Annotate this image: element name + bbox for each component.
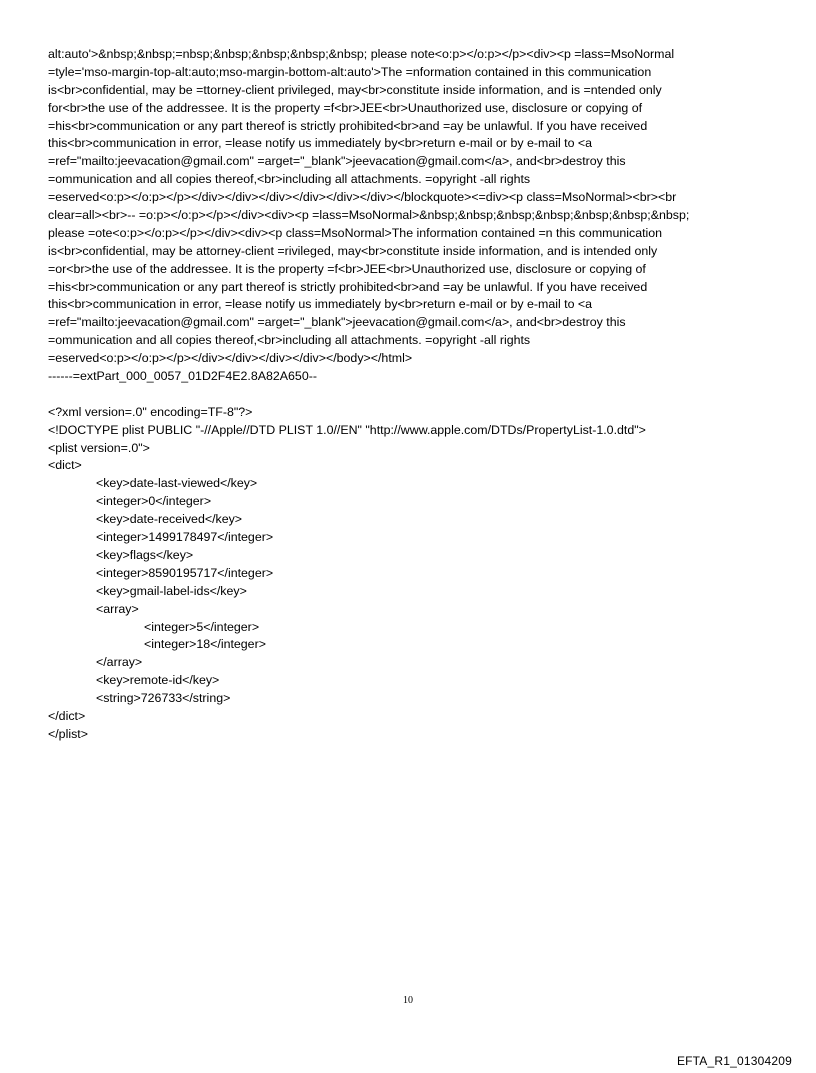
dict-close-tag: </dict>: [48, 708, 86, 723]
text-line: is<br>confidential, may be attorney-client =rivileged, may<br>constitute inside information, and is intended only: [48, 243, 658, 258]
plist-key-date-last-viewed: <key>date-last-viewed</key>: [96, 476, 258, 491]
text-line: =tyle='mso-margin-top-alt:auto;mso-margin-bottom-alt:auto'>The =nformation contained in this communication: [48, 64, 652, 79]
text-line: =ommunication and all copies thereof,<br>including all attachments. =opyright -all rights: [48, 172, 531, 187]
dict-open-tag: <dict>: [48, 458, 82, 473]
mime-boundary-line: ------=extPart_000_0057_01D2F4E2.8A82A650--: [48, 369, 317, 384]
xml-declaration: <?xml version=.0" encoding=TF-8"?>: [48, 404, 253, 419]
text-line: =his<br>communication or any part thereof is strictly prohibited<br>and =ay be unlawful. If you have received: [48, 118, 648, 133]
plist-block: [48, 404, 783, 744]
text-line: is<br>confidential, may be =ttorney-client privileged, may<br>constitute inside information, and is =ntended only: [48, 82, 662, 97]
text-line: =eserved<o:p></o:p></p></div></div></div></div></body></html>: [48, 351, 413, 366]
text-line: =his<br>communication or any part thereof is strictly prohibited<br>and =ay be unlawful. If you have received: [48, 279, 648, 294]
text-line: this<br>communication in error, =lease notify us immediately by<br>return e-mail or by e-mail to <a: [48, 136, 593, 151]
text-line: alt:auto'>&nbsp;&nbsp;=nbsp;&nbsp;&nbsp;&nbsp;&nbsp; please note<o:p></o:p></p><div><p =lass=MsoNormal: [48, 47, 675, 61]
blank-line: [48, 386, 783, 404]
array-item: <integer>5</integer>: [144, 619, 260, 634]
plist-key-gmail-label-ids: <key>gmail-label-ids</key>: [96, 583, 247, 598]
array-open-tag: <array>: [96, 601, 139, 616]
bates-number: EFTA_R1_01304209: [676, 1054, 792, 1068]
text-line: please =ote<o:p></o:p></p></div><div><p class=MsoNormal>The information contained =n this communication: [48, 225, 663, 240]
plist-key-flags: <key>flags</key>: [96, 547, 194, 562]
document-body: [48, 46, 783, 744]
text-line: =ref="mailto:jeevacation@gmail.com" =arget="_blank">jeevacation@gmail.com</a>, and<br>destroy this: [48, 315, 626, 330]
page-number: 10: [403, 995, 413, 1006]
plist-key-date-received: <key>date-received</key>: [96, 512, 243, 527]
array-item: <integer>18</integer>: [144, 637, 266, 652]
text-line: =eserved<o:p></o:p></p></div></div></div></div></div></div></blockquote><=div><p class=MsoNormal><br><br: [48, 190, 677, 205]
email-html-source: [48, 46, 783, 386]
text-line: this<br>communication in error, =lease notify us immediately by<br>return e-mail or by e-mail to <a: [48, 297, 593, 312]
text-line: =ref="mailto:jeevacation@gmail.com" =arget="_blank">jeevacation@gmail.com</a>, and<br>destroy this: [48, 154, 626, 169]
text-line: for<br>the use of the addressee. It is the property =f<br>JEE<br>Unauthorized use, disclosure or copying of: [48, 100, 643, 115]
plist-open-tag: <plist version=.0">: [48, 440, 150, 455]
plist-value-remote-id: <string>726733</string>: [96, 691, 231, 706]
plist-value-date-received: <integer>1499178497</integer>: [96, 530, 274, 545]
text-line: =ommunication and all copies thereof,<br>including all attachments. =opyright -all rights: [48, 333, 531, 348]
plist-close-tag: </plist>: [48, 726, 88, 741]
plist-value-date-last-viewed: <integer>0</integer>: [96, 494, 212, 509]
plist-value-flags: <integer>8590195717</integer>: [96, 565, 274, 580]
text-line: clear=all><br>-- =o:p></o:p></p></div><div><p =lass=MsoNormal>&nbsp;&nbsp;&nbsp;&nbsp;&nbsp;&nbsp;&nbsp;: [48, 208, 690, 223]
array-close-tag: </array>: [96, 655, 143, 670]
text-line: =or<br>the use of the addressee. It is the property =f<br>JEE<br>Unauthorized use, disclosure or copying of: [48, 261, 646, 276]
plist-key-remote-id: <key>remote-id</key>: [96, 673, 220, 688]
plist-doctype: <!DOCTYPE plist PUBLIC "-//Apple//DTD PLIST 1.0//EN" "http://www.apple.com/DTDs/PropertyList-1.0.dtd">: [48, 422, 646, 437]
